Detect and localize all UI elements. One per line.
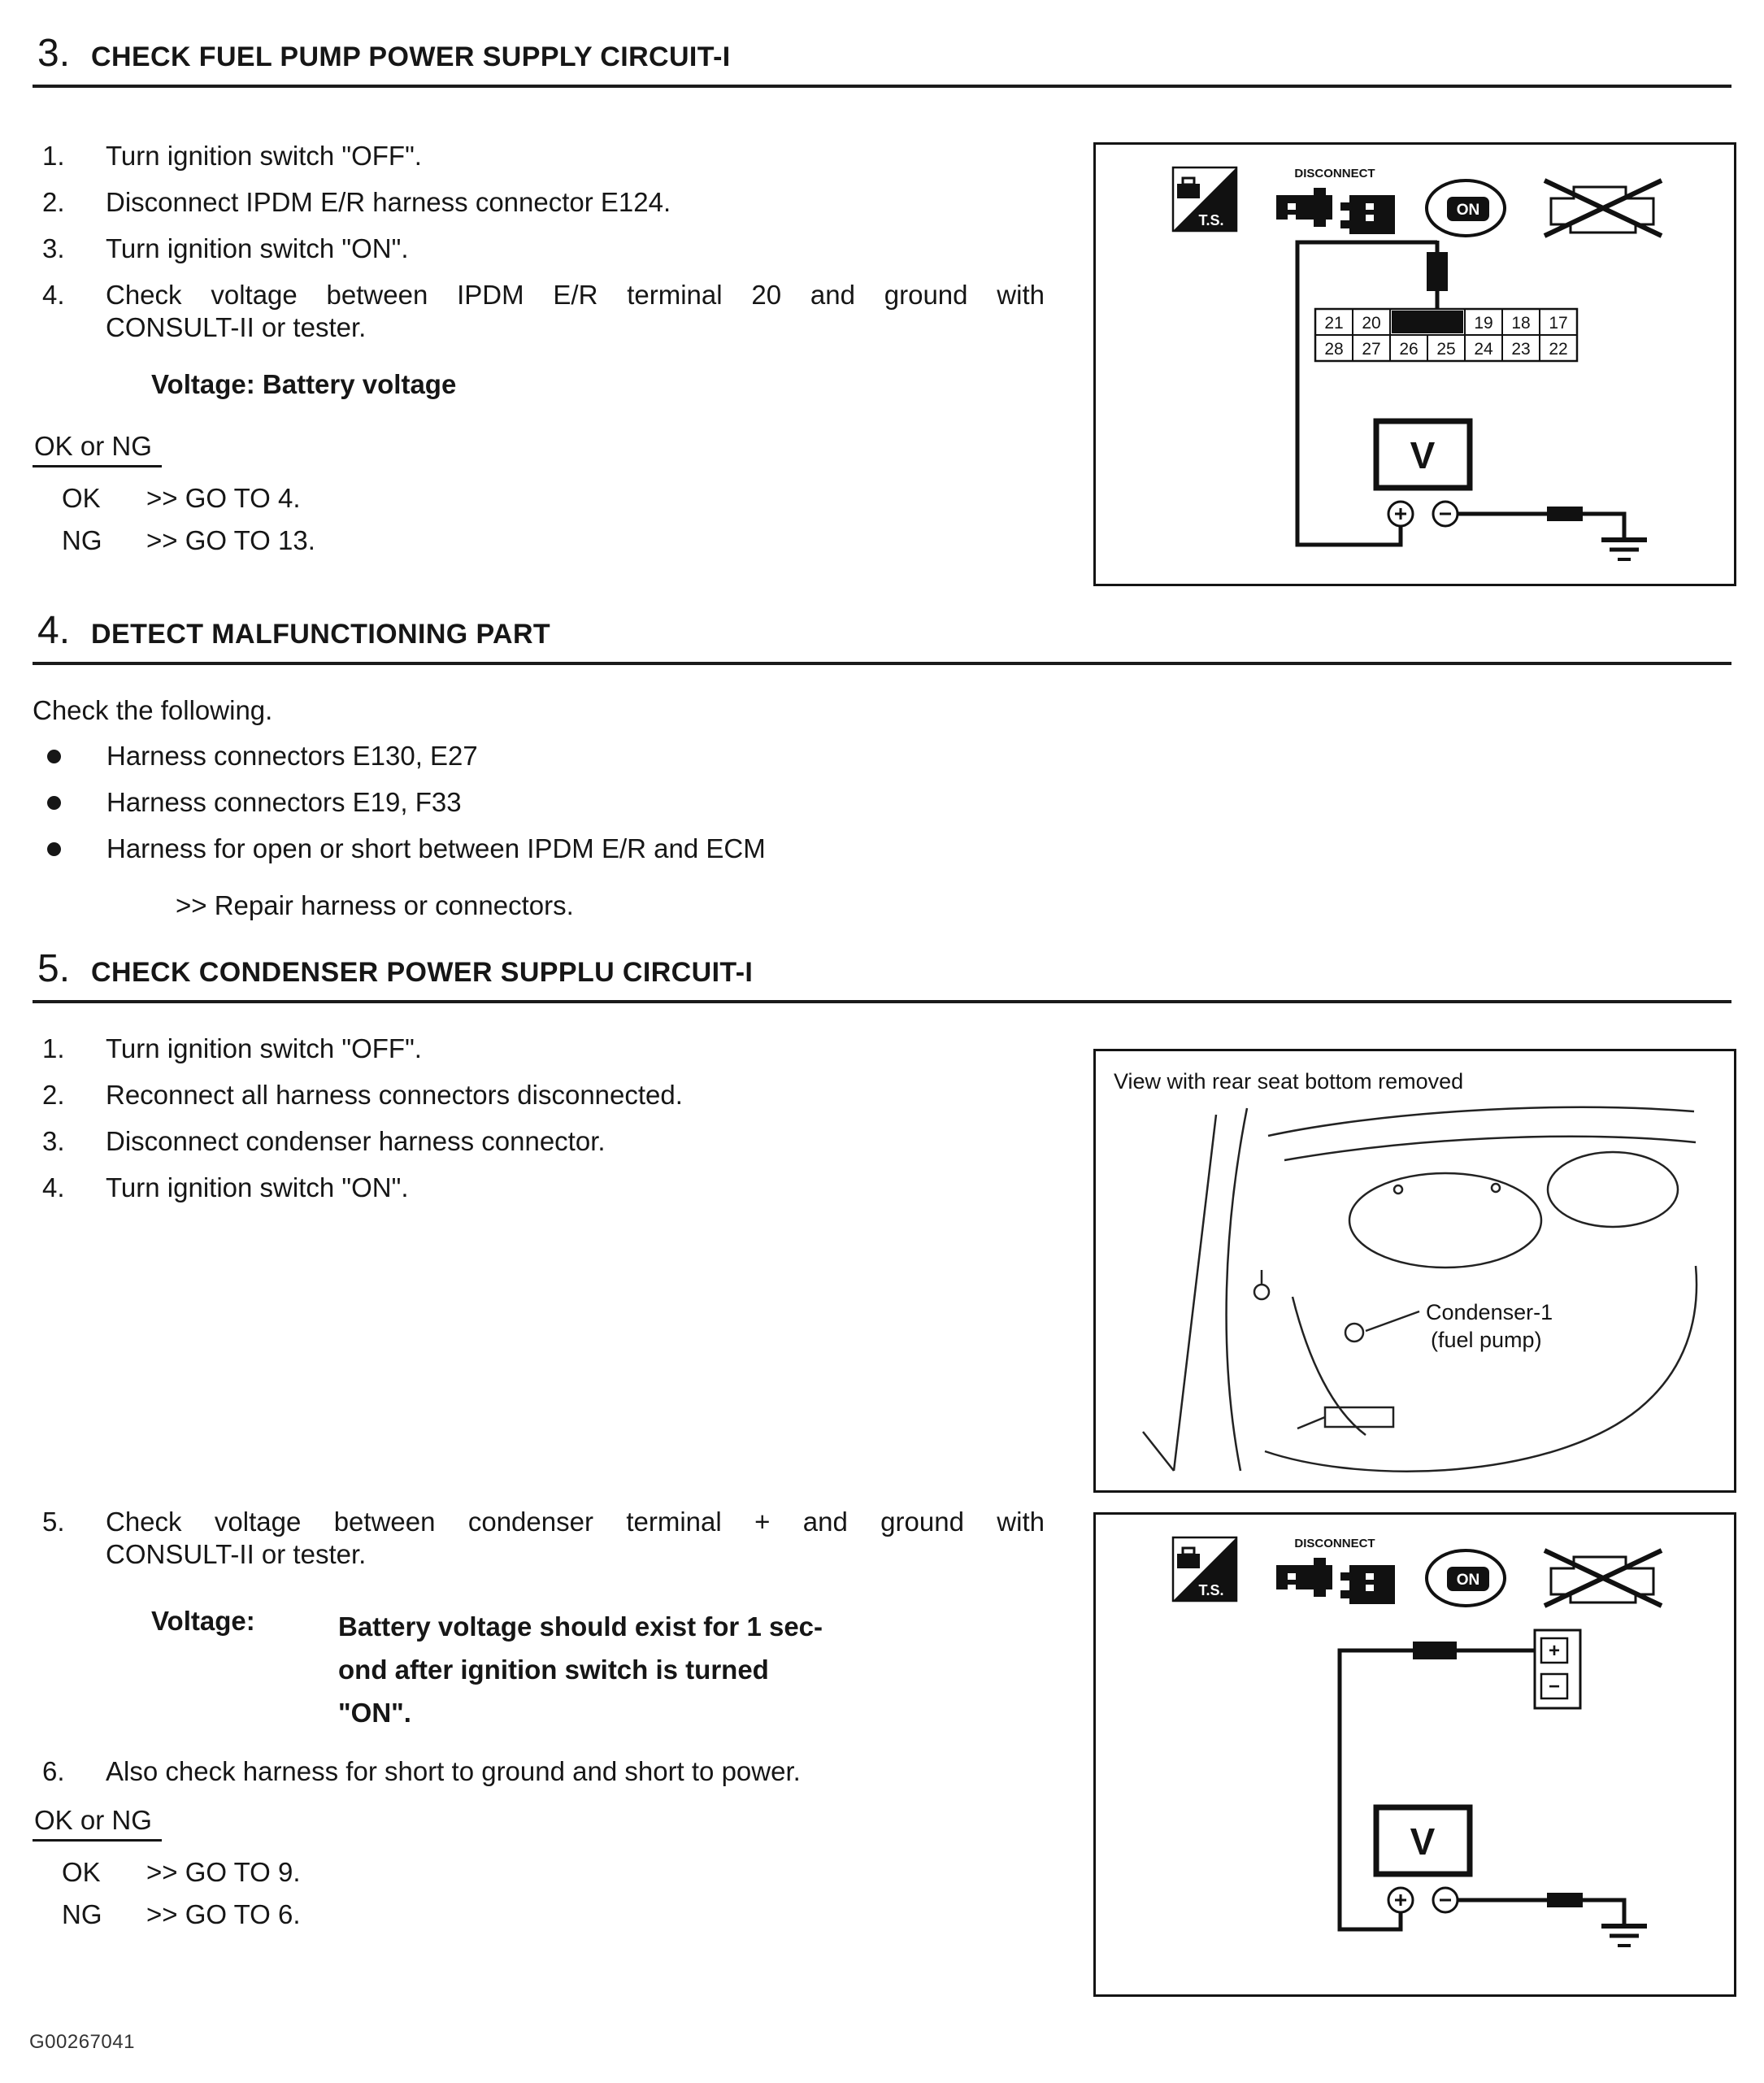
pin-label: 26 bbox=[1399, 340, 1419, 359]
result-action: >> GO TO 9. bbox=[146, 1857, 301, 1887]
result-label: NG bbox=[62, 525, 102, 555]
okng-label: OK or NG bbox=[33, 430, 162, 467]
step-text bbox=[106, 279, 1045, 344]
section4-number: 4. bbox=[37, 609, 71, 652]
engine-off-icon bbox=[1545, 180, 1662, 236]
probe-grip bbox=[1547, 507, 1583, 521]
voltmeter bbox=[1376, 1807, 1470, 1912]
step-text-line: CONSULT-II or tester. bbox=[106, 1539, 367, 1569]
result-action: >> GO TO 13. bbox=[146, 525, 315, 555]
step-number: 3. bbox=[42, 233, 65, 263]
figure2-caption: View with rear seat bottom removed bbox=[1114, 1069, 1464, 1094]
result-row bbox=[33, 524, 1045, 557]
label-leader-line bbox=[1366, 1311, 1419, 1331]
step-text: Turn ignition switch "ON". bbox=[106, 233, 409, 263]
step-text: Turn ignition switch "OFF". bbox=[106, 1033, 422, 1063]
ts-icon bbox=[1173, 1537, 1236, 1601]
okng-row bbox=[33, 1804, 1045, 1842]
step-number: 4. bbox=[42, 280, 65, 310]
step-text: Turn ignition switch "ON". bbox=[106, 1172, 409, 1202]
ts-icon bbox=[1173, 167, 1236, 231]
step-number: 3. bbox=[42, 1126, 65, 1156]
pin-grid bbox=[1315, 309, 1577, 361]
step-number: 5. bbox=[42, 1507, 65, 1537]
voltage-value bbox=[338, 1605, 823, 1734]
step-item bbox=[33, 233, 1045, 265]
step-text: Reconnect all harness connectors disconnected. bbox=[106, 1080, 683, 1110]
step-text: Turn ignition switch "OFF". bbox=[106, 141, 422, 171]
voltage-spec: Voltage: Battery voltage bbox=[151, 369, 457, 399]
section4-heading bbox=[33, 611, 1731, 665]
pin-label: 20 bbox=[1362, 314, 1381, 333]
bullet-item bbox=[33, 740, 1045, 772]
step-item bbox=[33, 1755, 1045, 1788]
pin-label: 17 bbox=[1549, 314, 1568, 333]
pin-label: 24 bbox=[1474, 340, 1493, 359]
figure-connector-voltage-check bbox=[1093, 142, 1736, 586]
disconnect-icon bbox=[1276, 1537, 1395, 1604]
result-action: >> GO TO 6. bbox=[146, 1899, 301, 1929]
section3-heading bbox=[33, 34, 1731, 88]
car-interior-art bbox=[1143, 1107, 1697, 1472]
bullet-dot-icon bbox=[47, 750, 61, 763]
step-text: Disconnect condenser harness connector. bbox=[106, 1126, 606, 1156]
disconnect-icon-label: DISCONNECT bbox=[1294, 1537, 1375, 1550]
voltage-value-line: ond after ignition switch is turned bbox=[338, 1655, 769, 1685]
bullet-dot-icon bbox=[47, 796, 61, 810]
voltage-spec-block bbox=[151, 1605, 1045, 1734]
step-item bbox=[33, 1506, 1045, 1571]
engine-off-icon bbox=[1545, 1550, 1662, 1606]
result-label: NG bbox=[62, 1899, 102, 1929]
section5-steps bbox=[33, 1033, 1045, 1506]
section4-body bbox=[33, 665, 1045, 950]
bullet-text: Harness connectors E19, F33 bbox=[106, 787, 462, 817]
pin-label: 18 bbox=[1511, 314, 1531, 333]
section5-number: 5. bbox=[37, 947, 71, 990]
step-item bbox=[33, 279, 1045, 344]
step-text bbox=[106, 1506, 1045, 1571]
condenser-label: Condenser-1 bbox=[1426, 1300, 1553, 1324]
figure-code: G00267041 bbox=[29, 2031, 135, 2053]
pin-label: 25 bbox=[1436, 340, 1456, 359]
step-text-line: Check voltage between IPDM E/R terminal 20 and ground with bbox=[106, 280, 1045, 310]
condenser-connector bbox=[1535, 1630, 1580, 1708]
result-label: OK bbox=[62, 1857, 101, 1887]
bullet-item bbox=[33, 786, 1045, 819]
bullet-item bbox=[33, 833, 1045, 865]
pin-label: 23 bbox=[1511, 340, 1531, 359]
ts-icon-label: T.S. bbox=[1198, 212, 1224, 228]
figure-rear-seat-view bbox=[1093, 1049, 1736, 1493]
on-icon-label: ON bbox=[1456, 202, 1480, 219]
step-number: 2. bbox=[42, 1080, 65, 1110]
section3-title: CHECK FUEL PUMP POWER SUPPLY CIRCUIT-I bbox=[91, 41, 731, 72]
check-following-text: Check the following. bbox=[33, 695, 273, 725]
pin-label: 27 bbox=[1362, 340, 1381, 359]
result-row bbox=[33, 1856, 1045, 1889]
step-item bbox=[33, 1172, 1045, 1204]
figure1-art bbox=[1096, 145, 1734, 584]
plus-terminal-label: + bbox=[1548, 1640, 1561, 1662]
result-label: OK bbox=[62, 483, 101, 513]
voltmeter-label: V bbox=[1410, 1820, 1436, 1863]
step-item bbox=[33, 186, 1045, 219]
section4-title: DETECT MALFUNCTIONING PART bbox=[91, 619, 551, 650]
section5-continued bbox=[33, 1506, 1045, 1931]
result-row bbox=[33, 1898, 1045, 1931]
voltage-label: Voltage: bbox=[151, 1606, 255, 1636]
step-number: 4. bbox=[42, 1172, 65, 1202]
pin-label: 19 bbox=[1474, 314, 1493, 333]
bullet-text: Harness connectors E130, E27 bbox=[106, 741, 478, 771]
condenser-sublabel: (fuel pump) bbox=[1431, 1328, 1542, 1352]
probe-grip bbox=[1413, 1642, 1457, 1659]
ignition-on-icon bbox=[1427, 180, 1505, 236]
minus-terminal-label: − bbox=[1548, 1676, 1561, 1698]
step-number: 2. bbox=[42, 187, 65, 217]
pin-label: 22 bbox=[1549, 340, 1568, 359]
pin-label: 28 bbox=[1324, 340, 1344, 359]
step-number: 1. bbox=[42, 1033, 65, 1063]
probe-grip bbox=[1427, 252, 1448, 291]
test-lead-wires bbox=[1340, 1642, 1535, 1929]
step-item bbox=[33, 1125, 1045, 1158]
step-text: Disconnect IPDM E/R harness connector E124. bbox=[106, 187, 671, 217]
step-item bbox=[33, 140, 1045, 172]
ts-icon-label: T.S. bbox=[1198, 1582, 1224, 1598]
pin-label: 21 bbox=[1324, 314, 1344, 333]
step-number: 1. bbox=[42, 141, 65, 171]
section5-heading bbox=[33, 947, 1731, 1003]
probe-grip bbox=[1547, 1893, 1583, 1907]
step-item bbox=[33, 1079, 1045, 1111]
ground-symbol bbox=[1458, 507, 1647, 559]
result-action: >> GO TO 4. bbox=[146, 483, 301, 513]
result-row bbox=[33, 482, 1045, 515]
disconnect-icon bbox=[1276, 167, 1395, 234]
section5-title: CHECK CONDENSER POWER SUPPLU CIRCUIT-I bbox=[91, 957, 754, 988]
step-number: 6. bbox=[42, 1756, 65, 1786]
section3-body bbox=[33, 88, 1045, 611]
step-text-line: Check voltage between condenser terminal + and ground with bbox=[106, 1507, 1045, 1537]
repair-action-text: >> Repair harness or connectors. bbox=[176, 890, 574, 920]
okng-label: OK or NG bbox=[33, 1804, 162, 1842]
step-item bbox=[33, 1033, 1045, 1065]
figure-condenser-voltage-check bbox=[1093, 1512, 1736, 1997]
figure3-art bbox=[1096, 1515, 1734, 1994]
voltage-value-line: "ON". bbox=[338, 1698, 411, 1728]
step-text-line: CONSULT-II or tester. bbox=[106, 312, 367, 342]
voltmeter-label: V bbox=[1410, 434, 1436, 476]
step-text: Also check harness for short to ground and short to power. bbox=[106, 1756, 801, 1786]
okng-block bbox=[33, 1804, 1045, 1931]
bullet-text: Harness for open or short between IPDM E/R and ECM bbox=[106, 833, 766, 863]
voltage-value-line: Battery voltage should exist for 1 sec- bbox=[338, 1611, 823, 1642]
ignition-on-icon bbox=[1427, 1550, 1505, 1606]
figure2-art bbox=[1096, 1051, 1734, 1490]
disconnect-icon-label: DISCONNECT bbox=[1294, 167, 1375, 180]
okng-row bbox=[33, 430, 1045, 467]
ground-symbol bbox=[1458, 1893, 1647, 1946]
test-lead-wires bbox=[1297, 241, 1448, 545]
probe-tip-block bbox=[1392, 311, 1463, 333]
section3-number: 3. bbox=[37, 32, 71, 75]
on-icon-label: ON bbox=[1456, 1572, 1480, 1589]
voltmeter bbox=[1376, 421, 1470, 526]
bullet-dot-icon bbox=[47, 842, 61, 856]
